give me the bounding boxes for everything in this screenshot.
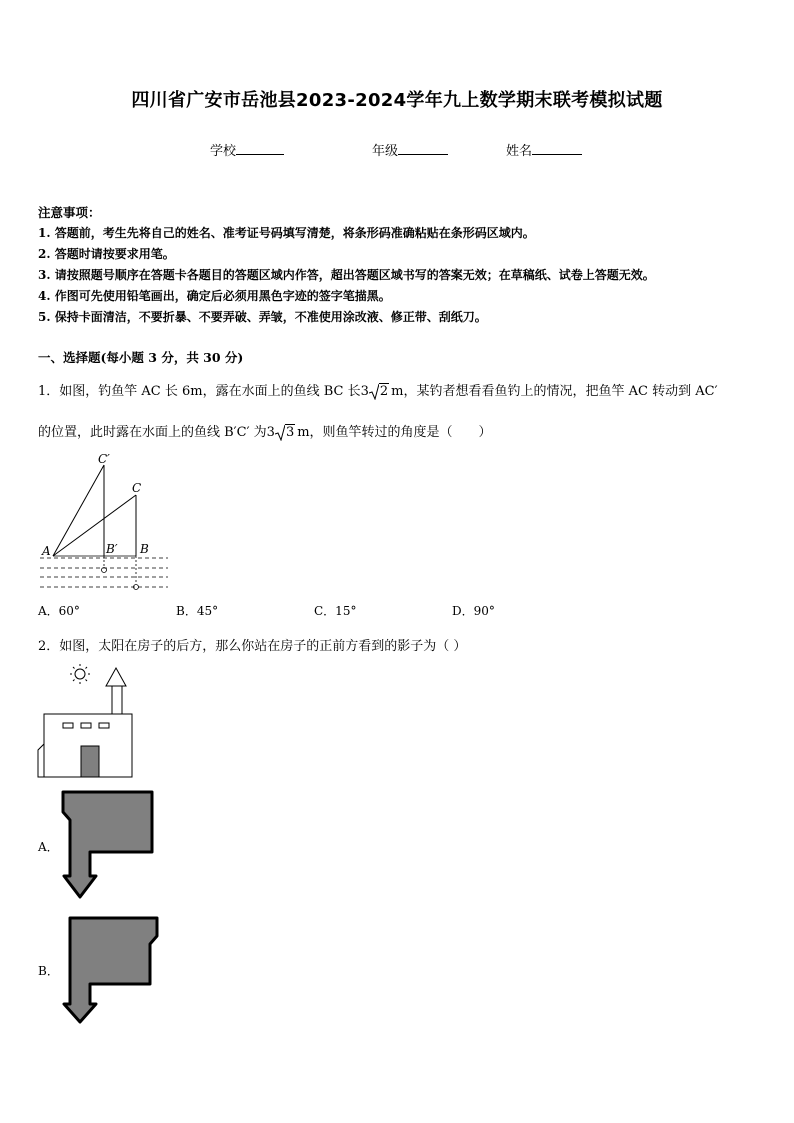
shadow-option-b-figure: [60, 914, 164, 1026]
q1-coef: 3: [360, 384, 369, 399]
house-figure: [36, 660, 140, 780]
label-C-prime: C′: [98, 452, 110, 466]
question-2: 2．如图，太阳在房子的后方，那么你站在房子的正前方看到的影子为（ ）: [38, 639, 467, 654]
grade-label: 年级: [372, 144, 399, 159]
fishing-rod-figure: [36, 448, 176, 596]
q1-text-d: m，则鱼竿转过的角度是（ ）: [297, 425, 492, 440]
question-1-line-1: [38, 380, 718, 399]
q1-radicand-2: 3: [285, 425, 295, 440]
school-field: [210, 140, 284, 159]
note-item: 2. 答题时请按要求用笔。: [38, 247, 175, 261]
label-B: B: [140, 542, 149, 556]
name-field: [506, 140, 582, 159]
q2-option-b[interactable]: B．: [38, 964, 59, 978]
q1-option-b[interactable]: B．45°: [176, 604, 219, 618]
page-title: 四川省广安市岳池县2023-2024学年九上数学期末联考模拟试题: [131, 90, 663, 111]
school-blank[interactable]: [236, 142, 284, 155]
label-C: C: [132, 481, 142, 495]
sqrt-symbol: [275, 425, 295, 440]
q1-option-a[interactable]: A．60°: [38, 604, 80, 618]
q1-coef-2: 3: [266, 425, 275, 440]
note-item: 1. 答题前，考生先将自己的姓名、准考证号码填写清楚，将条形码准确粘贴在条形码区域内。: [38, 226, 535, 240]
label-A: A: [42, 544, 51, 558]
section-heading: 一、选择题(每小题 3 分，共 30 分): [38, 350, 244, 365]
q2-option-a[interactable]: A．: [38, 840, 59, 854]
grade-blank[interactable]: [398, 142, 448, 155]
notes-heading: 注意事项：: [38, 205, 101, 220]
school-label: 学校: [210, 144, 237, 159]
note-item: 3. 请按照题号顺序在答题卡各题目的答题区域内作答，超出答题区域书写的答案无效；在草稿纸、试卷上答题无效。: [38, 268, 655, 282]
q1-text-b: m，某钓者想看看鱼钓上的情况，把鱼竿 AC 转动到 AC′: [391, 384, 718, 399]
label-B-prime: B′: [106, 542, 118, 556]
note-item: 5. 保持卡面清洁，不要折暴、不要弄破、弄皱，不准使用涂改液、修正带、刮纸刀。: [38, 310, 487, 324]
grade-field: [372, 140, 448, 159]
shadow-option-a-figure: [60, 790, 156, 900]
q1-option-d[interactable]: D．90°: [452, 604, 495, 618]
note-item: 4. 作图可先使用铅笔画出，确定后必须用黑色字迹的签字笔描黑。: [38, 289, 391, 303]
q1-radicand: 2: [379, 384, 389, 399]
question-1-line-2: [38, 421, 492, 440]
q1-text-c: 的位置，此时露在水面上的鱼线 B′C′ 为: [38, 425, 267, 440]
q1-option-c[interactable]: C．15°: [314, 604, 357, 618]
name-label: 姓名: [506, 144, 533, 159]
name-blank[interactable]: [532, 142, 582, 155]
sqrt-symbol: [369, 384, 389, 399]
q1-text-a: 1．如图，钓鱼竿 AC 长 6m，露在水面上的鱼线 BC 长: [38, 384, 361, 399]
sun-icon: [70, 664, 90, 684]
